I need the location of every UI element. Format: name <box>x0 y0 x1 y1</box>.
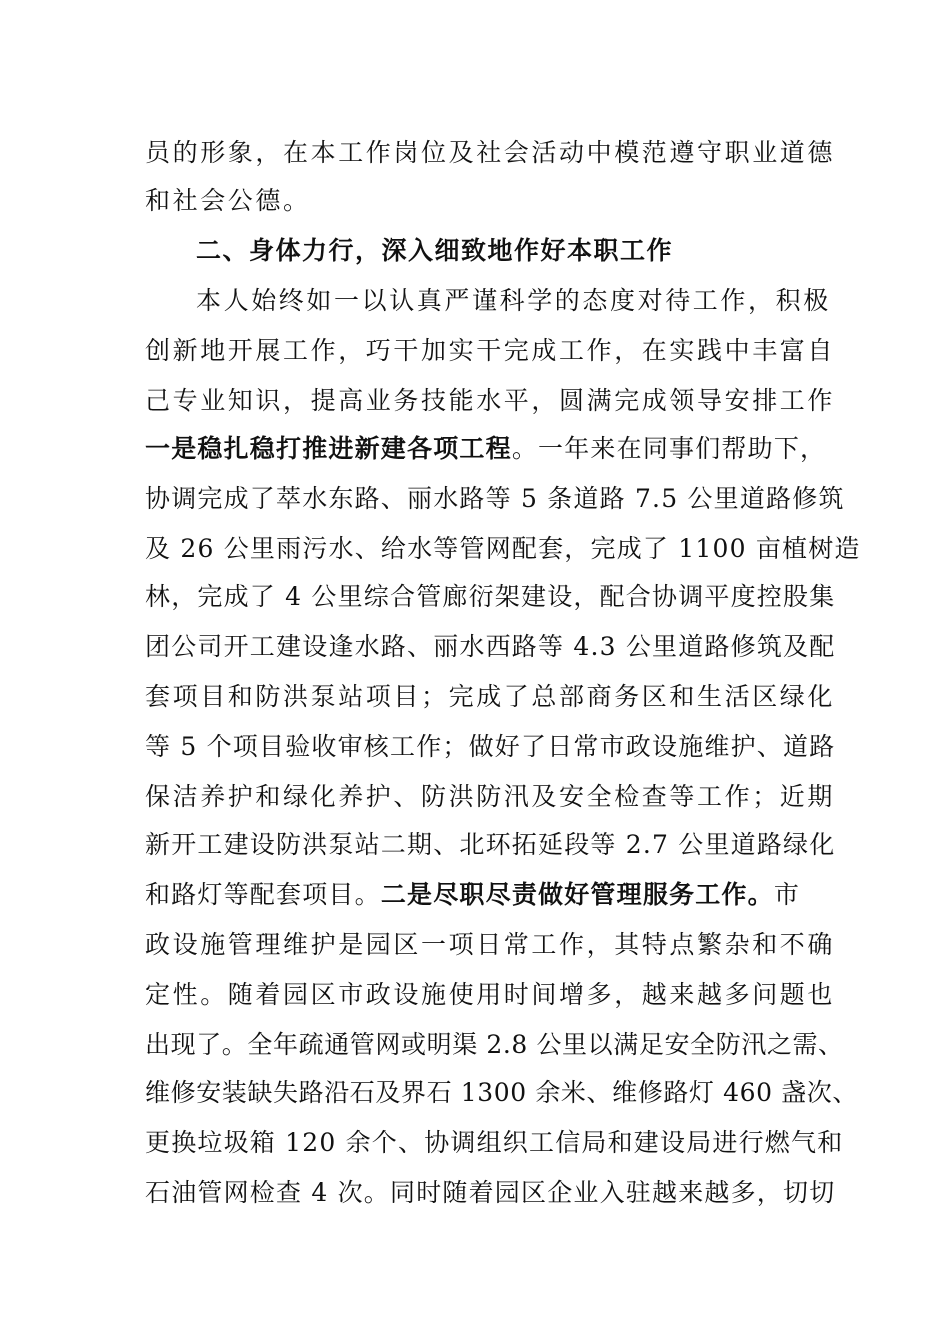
text-line: 己专业知识，提高业务技能水平，圆满完成领导安排工作 <box>145 386 836 415</box>
text-line: 团公司开工建设逢水路、丽水西路等 4.3 公里道路修筑及配 <box>145 632 836 661</box>
text-line: 出现了。全年疏通管网或明渠 2.8 公里以满足安全防汛之需、 <box>145 1030 844 1059</box>
text-line: 定性。随着园区市政设施使用时间增多，越来越多问题也 <box>145 980 836 1009</box>
text-line <box>145 434 845 464</box>
text-span: 市 <box>773 880 801 909</box>
text-line: 员的形象，在本工作岗位及社会活动中模范遵守职业道德 <box>145 138 836 167</box>
text-line: 石油管网检查 4 次。同时随着园区企业入驻越来越多，切切 <box>145 1178 836 1207</box>
text-line: 林，完成了 4 公里综合管廊衍架建设，配合协调平度控股集 <box>145 582 836 611</box>
text-line: 和社会公德。 <box>145 186 311 215</box>
text-line: 维修安装缺失路沿石及界石 1300 余米、维修路灯 460 盏次、 <box>145 1078 858 1107</box>
text-span: 和路灯等配套项目。 <box>145 880 381 909</box>
text-line: 保洁养护和绿化养护、防洪防汛及安全检查等工作；近期 <box>145 782 836 811</box>
text-line: 新开工建设防洪泵站二期、北环拓延段等 2.7 公里道路绿化 <box>145 830 836 859</box>
text-line: 及 26 公里雨污水、给水等管网配套，完成了 1100 亩植树造 <box>145 534 861 563</box>
bold-phrase: 一是稳扎稳打推进新建各项工程 <box>145 434 512 463</box>
text-line <box>145 880 845 910</box>
text-line: 套项目和防洪泵站项目；完成了总部商务区和生活区绿化 <box>145 682 836 711</box>
bold-phrase: 二是尽职尽责做好管理服务工作。 <box>380 880 774 909</box>
text-line: 本人始终如一以认真严谨科学的态度对待工作，积极 <box>196 286 831 315</box>
text-span: 。一年来在同事们帮助下， <box>511 434 827 463</box>
text-line: 政设施管理维护是园区一项日常工作，其特点繁杂和不确 <box>145 930 836 959</box>
text-line: 协调完成了萃水东路、丽水路等 5 条道路 7.5 公里道路修筑 <box>145 484 845 513</box>
text-line: 创新地开展工作，巧干加实干完成工作，在实践中丰富自 <box>145 336 836 365</box>
text-line: 等 5 个项目验收审核工作；做好了日常市政设施维护、道路 <box>145 732 836 761</box>
section-heading: 二、身体力行，深入细致地作好本职工作 <box>196 236 674 265</box>
text-line: 更换垃圾箱 120 余个、协调组织工信局和建设局进行燃气和 <box>145 1128 844 1157</box>
